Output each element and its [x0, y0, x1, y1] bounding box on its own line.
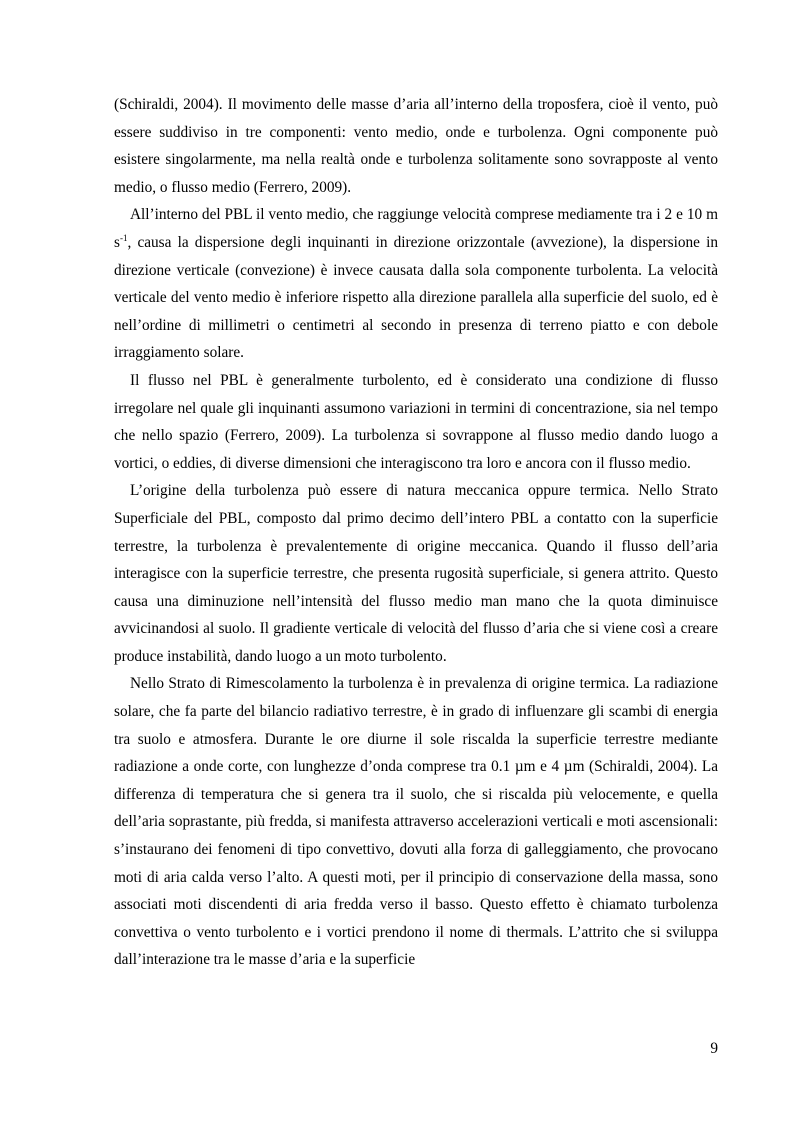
paragraph-2-text-end: , causa la dispersione degli inquinanti in direzione orizzontale (avvezione), la dispersione in direzione verticale (convezione) è invece causata dalla sola componente turbolenta. La velocità verticale del vento medio è inferiore rispetto alla direzione parallela alla superficie del suolo, ed è nell’ordine di millimetri o centimetri al secondo in presenza di terreno piatto e con debole irraggiamento solare.: [114, 233, 718, 362]
paragraph-5: Nello Strato di Rimescolamento la turbolenza è in prevalenza di origine termica. La radiazione solare, che fa parte del bilancio radiativo terrestre, è in grado di influenzare gli scambi di energia tra suolo e atmosfera. Durante le ore diurne il sole riscalda la superficie terrestre mediante radiazione a onde corte, con lunghezze d’onda comprese tra 0.1 µm e 4 µm (Schiraldi, 2004). La differenza di temperatura che si genera tra il suolo, che si riscalda più velocemente, e quella dell’aria soprastante, più fredda, si manifesta attraverso accelerazioni verticali e moti ascensionali: s’instaurano dei fenomeni di tipo convettivo, dovuti alla forza di galleggiamento, che provocano moti di aria calda verso l’alto. A questi moti, per il principio di conservazione della massa, sono associati moti discendenti di aria fredda verso il basso. Questo effetto è chiamato turbolenza convettiva o vento turbolento e i vortici prendono il nome di thermals. L’attrito che si sviluppa dall’interazione tra le masse d’aria e la superficie: [114, 675, 718, 969]
page-number: 9: [710, 1040, 718, 1057]
paragraph-1: (Schiraldi, 2004). Il movimento delle masse d’aria all’interno della troposfera, cioè il vento, può essere suddiviso in tre componenti: vento medio, onde e turbolenza. Ogni componente può esistere singolarmente, ma nella realtà onde e turbolenza solitamente sono sovrapposte al vento medio, o flusso medio (Ferrero, 2009).: [114, 96, 718, 196]
page-body: [114, 91, 718, 974]
paragraph-2: [114, 201, 718, 367]
paragraph-2-text-start: All’interno del PBL il vento medio, che raggiunge velocità comprese mediamente tra i 2 e 10 m s: [114, 206, 718, 251]
superscript-exponent: -1: [119, 232, 128, 243]
paragraph-3: Il flusso nel PBL è generalmente turbolento, ed è considerato una condizione di flusso irregolare nel quale gli inquinanti assumono variazioni in termini di concentrazione, sia nel tempo che nello spazio (Ferrero, 2009). La turbolenza si sovrappone al flusso medio dando luogo a vortici, o eddies, di diverse dimensioni che interagiscono tra loro e ancora con il flusso medio.: [114, 371, 718, 472]
paragraph-4: L’origine della turbolenza può essere di natura meccanica oppure termica. Nello Strato Superficiale del PBL, composto dal primo decimo dell’intero PBL a contatto con la superficie terrestre, la turbolenza è prevalentemente di origine meccanica. Quando il flusso dell’aria interagisce con la superficie terrestre, che presenta rugosità superficiale, si genera attrito. Questo causa una diminuzione nell’intensità del flusso medio man mano che la quota diminuisce avvicinandosi al suolo. Il gradiente verticale di velocità del flusso d’aria che si viene così a creare produce instabilità, dando luogo a un moto turbolento.: [114, 482, 718, 665]
